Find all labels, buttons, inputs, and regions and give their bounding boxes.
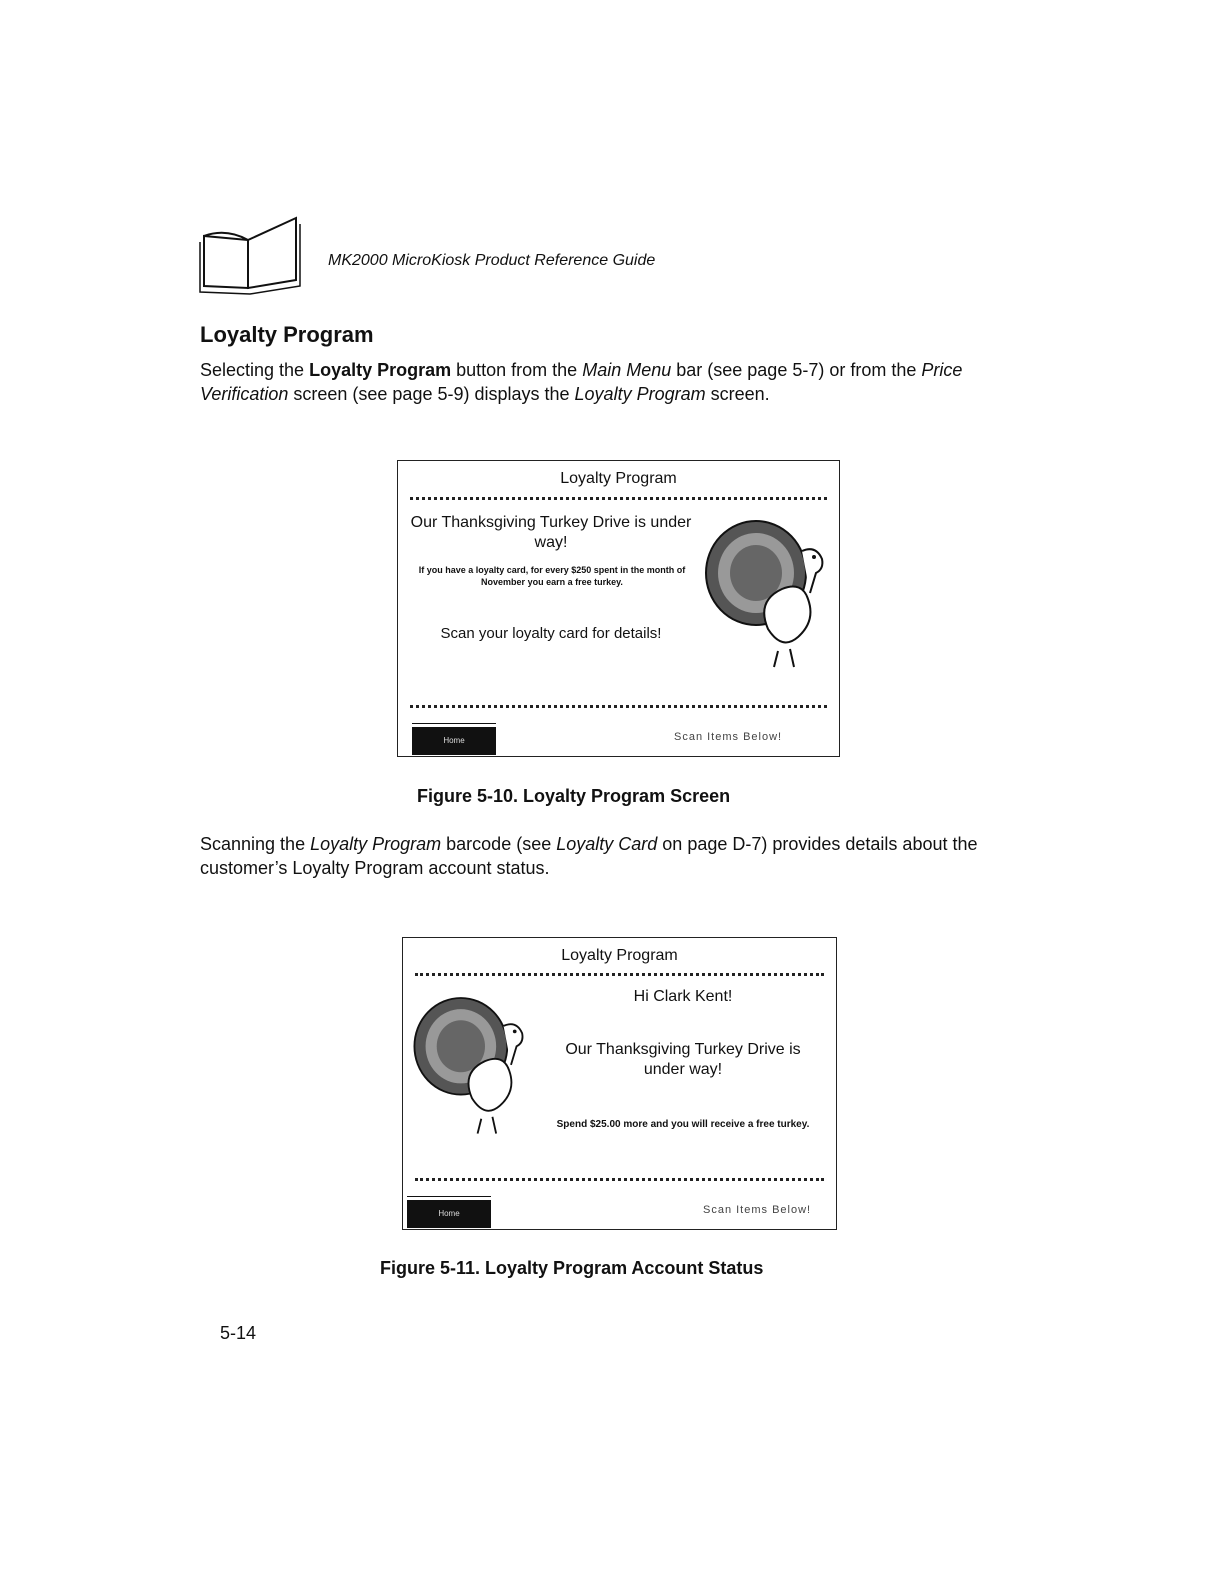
- scan-card-prompt: Scan your loyalty card for details!: [440, 625, 662, 642]
- customer-greeting: Hi Clark Kent!: [633, 988, 733, 1005]
- open-book-icon: [196, 214, 306, 296]
- home-button[interactable]: Home: [412, 727, 496, 755]
- figure-caption: Figure 5-10. Loyalty Program Screen: [417, 786, 731, 806]
- promo-fine-print: If you have a loyalty card, for every $250 spent in the month of November you earn a free turkey.: [418, 565, 686, 587]
- divider: [410, 705, 827, 708]
- divider: [415, 1178, 824, 1181]
- loyalty-account-status-screen: [402, 937, 837, 1230]
- section-title: Loyalty Program: [200, 322, 374, 347]
- screen-title: Loyalty Program: [560, 470, 677, 487]
- intro-paragraph: Selecting the Loyalty Program button from the Main Menu bar (see page 5-7) or from the Price Verification screen (see page 5-9) displays the Loyalty Program screen.: [200, 360, 963, 404]
- scan-items-hint: Scan Items Below!: [674, 731, 783, 743]
- home-button[interactable]: Home: [407, 1200, 491, 1228]
- divider: [415, 973, 824, 976]
- screen-title: Loyalty Program: [561, 947, 678, 964]
- figure-caption: Figure 5-11. Loyalty Program Account Status: [380, 1258, 764, 1278]
- spend-remaining-text: Spend $25.00 more and you will receive a free turkey.: [556, 1119, 810, 1130]
- account-status-paragraph: Scanning the Loyalty Program barcode (see Loyalty Card on page D-7) provides details about the customer’s Loyalty Program account status.: [200, 834, 978, 878]
- divider: [410, 497, 827, 500]
- loyalty-program-screen: [397, 460, 840, 757]
- page-number: 5-14: [220, 1323, 257, 1343]
- scan-items-hint: Scan Items Below!: [703, 1204, 812, 1216]
- turkey-icon: [698, 511, 838, 671]
- turkey-icon: [407, 988, 537, 1138]
- promo-headline: Our Thanksgiving Turkey Drive is under way!: [565, 1041, 801, 1078]
- running-header-title: MK2000 MicroKiosk Product Reference Guide: [328, 252, 656, 269]
- promo-headline: Our Thanksgiving Turkey Drive is under way!: [410, 514, 692, 551]
